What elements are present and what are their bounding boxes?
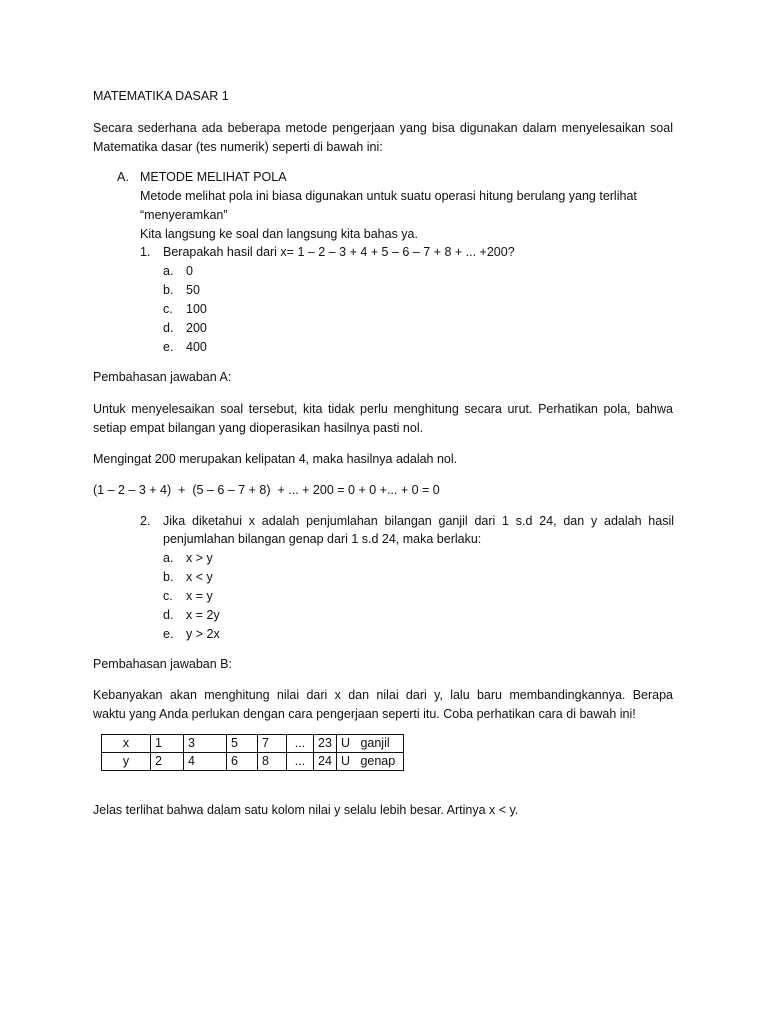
q1-option-label: b. bbox=[163, 283, 174, 297]
q2-option-label: e. bbox=[163, 627, 174, 641]
table-cell: x bbox=[102, 735, 151, 753]
intro-line-2: Matematika dasar (tes numerik) seperti di bawah ini: bbox=[93, 140, 383, 154]
table-cell: 6 bbox=[227, 753, 258, 771]
q2-option-label: d. bbox=[163, 608, 174, 622]
pembahasan-b-heading: Pembahasan jawaban B: bbox=[93, 657, 232, 671]
section-a-marker: A. bbox=[117, 170, 129, 184]
section-a-line-1: Metode melihat pola ini biasa digunakan untuk suatu operasi hitung berulang yang terlihat bbox=[140, 189, 637, 203]
pembahasan-a-line-2: setiap empat bilangan yang dioperasikan hasilnya pasti nol. bbox=[93, 421, 424, 435]
table-cell: 24 bbox=[314, 753, 337, 771]
table-cell: ... bbox=[287, 735, 314, 753]
question-2-line-1: Jika diketahui x adalah penjumlahan bilangan ganjil dari 1 s.d 24, dan y adalah hasil bbox=[163, 514, 674, 528]
table-cell: U ganjil bbox=[337, 735, 404, 753]
intro-line-1: Secara sederhana ada beberapa metode pengerjaan yang bisa digunakan dalam menyelesaikan soal bbox=[93, 121, 673, 135]
pembahasan-a-heading: Pembahasan jawaban A: bbox=[93, 370, 232, 384]
section-a-line-2: “menyeramkan” bbox=[140, 208, 228, 222]
pembahasan-a-paragraph-2: Mengingat 200 merupakan kelipatan 4, maka hasilnya adalah nol. bbox=[93, 452, 458, 466]
pembahasan-a-formula: (1 – 2 – 3 + 4) + (5 – 6 – 7 + 8) + ... + 200 = 0 + 0 +... + 0 = 0 bbox=[93, 483, 440, 497]
table-cell: 5 bbox=[227, 735, 258, 753]
q1-option-text: 50 bbox=[186, 283, 200, 297]
odd-even-table bbox=[101, 734, 404, 771]
q1-option-label: a. bbox=[163, 264, 174, 278]
q2-option-text: x = y bbox=[186, 589, 213, 603]
table-cell: 3 bbox=[184, 735, 227, 753]
question-1-number: 1. bbox=[140, 245, 151, 259]
q1-option-label: d. bbox=[163, 321, 174, 335]
q2-option-text: y > 2x bbox=[186, 627, 220, 641]
table-cell: y bbox=[102, 753, 151, 771]
q2-option-text: x > y bbox=[186, 551, 213, 565]
q2-option-label: b. bbox=[163, 570, 174, 584]
table-cell: 7 bbox=[258, 735, 287, 753]
table-cell: 8 bbox=[258, 753, 287, 771]
pembahasan-a-line-1: Untuk menyelesaikan soal tersebut, kita tidak perlu menghitung secara urut. Perhatikan pola, bahwa bbox=[93, 402, 673, 416]
question-2-number: 2. bbox=[140, 514, 151, 528]
q1-option-label: e. bbox=[163, 340, 174, 354]
question-2-line-2: penjumlahan bilangan genap dari 1 s.d 24, maka berlaku: bbox=[163, 532, 482, 546]
question-1-text: Berapakah hasil dari x= 1 – 2 – 3 + 4 + 5 – 6 – 7 + 8 + ... +200? bbox=[163, 245, 515, 259]
q2-option-label: c. bbox=[163, 589, 173, 603]
document-title: MATEMATIKA DASAR 1 bbox=[93, 89, 229, 103]
pembahasan-b-line-2: waktu yang Anda perlukan dengan cara pengerjaan seperti itu. Coba perhatikan cara di bawah ini! bbox=[93, 707, 636, 721]
table-cell: 23 bbox=[314, 735, 337, 753]
table-cell: 4 bbox=[184, 753, 227, 771]
q1-option-text: 400 bbox=[186, 340, 207, 354]
pembahasan-b-line-1: Kebanyakan akan menghitung nilai dari x dan nilai dari y, lalu baru membandingkannya. Berapa bbox=[93, 688, 673, 702]
q2-option-label: a. bbox=[163, 551, 174, 565]
section-a-heading: METODE MELIHAT POLA bbox=[140, 170, 287, 184]
q1-option-text: 200 bbox=[186, 321, 207, 335]
table-row bbox=[102, 735, 404, 753]
q1-option-text: 100 bbox=[186, 302, 207, 316]
table-cell: 1 bbox=[151, 735, 184, 753]
q2-option-text: x < y bbox=[186, 570, 213, 584]
conclusion-text: Jelas terlihat bahwa dalam satu kolom nilai y selalu lebih besar. Artinya x < y. bbox=[93, 803, 519, 817]
q1-option-label: c. bbox=[163, 302, 173, 316]
table-cell: ... bbox=[287, 753, 314, 771]
table-cell: 2 bbox=[151, 753, 184, 771]
table-cell: U genap bbox=[337, 753, 404, 771]
section-a-line-3: Kita langsung ke soal dan langsung kita bahas ya. bbox=[140, 227, 418, 241]
table-row bbox=[102, 753, 404, 771]
q2-option-text: x = 2y bbox=[186, 608, 220, 622]
q1-option-text: 0 bbox=[186, 264, 193, 278]
